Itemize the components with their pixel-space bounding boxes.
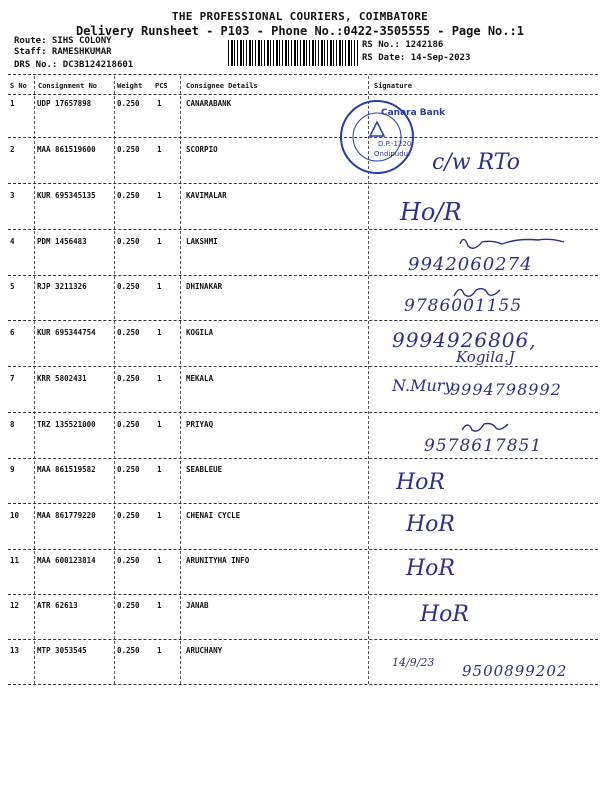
signature-row-13-phone: 9500899202 — [462, 662, 568, 680]
col-header-consignee: Consignee Details — [186, 82, 258, 90]
row-divider — [8, 503, 598, 504]
row-divider — [8, 549, 598, 550]
signature-row-12: HoR — [420, 602, 469, 627]
row-weight: 0.250 — [117, 99, 140, 108]
row-consignment-no: ATR 62613 — [37, 601, 78, 610]
row-weight: 0.250 — [117, 601, 140, 610]
row-consignment-no: KRR 5802431 — [37, 374, 87, 383]
row-divider — [8, 458, 598, 459]
row-consignee: SEABLEUE — [186, 465, 223, 474]
col-sep — [114, 76, 115, 684]
row-consignee: MEKALA — [186, 374, 214, 383]
row-weight: 0.250 — [117, 556, 140, 565]
row-sno: 13 — [10, 646, 20, 655]
row-weight: 0.250 — [117, 328, 140, 337]
row-pcs: 1 — [157, 511, 162, 520]
row-sno: 3 — [10, 191, 15, 200]
row-consignment-no: MAA 861779220 — [37, 511, 96, 520]
row-sno: 2 — [10, 145, 15, 154]
signature-row-6-name: Kogila.J — [456, 348, 515, 366]
signature-row-4-phone: 9942060274 — [408, 254, 533, 275]
signature-row-9: HoR — [396, 470, 445, 495]
bank-stamp — [338, 98, 446, 176]
row-sno: 1 — [10, 99, 15, 108]
row-consignee: ARUCHANY — [186, 646, 223, 655]
rs-date: RS Date: 14-Sep-2023 — [362, 53, 471, 63]
row-consignment-no: MAA 861519600 — [37, 145, 96, 154]
row-weight: 0.250 — [117, 145, 140, 154]
col-header-consignment: Consignment No — [38, 82, 98, 90]
col-sep — [180, 76, 181, 684]
row-pcs: 1 — [157, 465, 162, 474]
row-consignment-no: TRZ 135521000 — [37, 420, 96, 429]
signature-row-8-scribble — [460, 418, 510, 436]
row-consignee: KAVIMALAR — [186, 191, 227, 200]
row-sno: 8 — [10, 420, 15, 429]
row-consignment-no: PDM 1456483 — [37, 237, 87, 246]
signature-row-6-phone: 9994926806, — [392, 328, 537, 352]
row-pcs: 1 — [157, 282, 162, 291]
row-divider — [8, 684, 598, 685]
col-header-sno: S No — [10, 82, 27, 90]
row-consignee: LAKSHMI — [186, 237, 218, 246]
signature-row-8-phone: 9578617851 — [424, 436, 543, 456]
signature-row-7-name: N.Mury — [392, 376, 454, 395]
stamp-bank-name: Canara Bank — [381, 108, 446, 118]
row-consignee: ARUNITYHA INFO — [186, 556, 250, 565]
signature-row-2: c/w RTo — [432, 150, 520, 175]
row-divider — [8, 594, 598, 595]
row-sno: 10 — [10, 511, 20, 520]
header-bottom-line — [8, 94, 598, 95]
signature-row-4-scribble — [458, 232, 568, 254]
row-consignee: JANAB — [186, 601, 209, 610]
signature-row-11: HoR — [406, 556, 455, 581]
row-pcs: 1 — [157, 191, 162, 200]
row-weight: 0.250 — [117, 237, 140, 246]
row-pcs: 1 — [157, 328, 162, 337]
signature-row-5-phone: 9786001155 — [404, 296, 523, 316]
signature-row-13-date: 14/9/23 — [392, 656, 435, 669]
row-divider — [8, 275, 598, 276]
row-pcs: 1 — [157, 374, 162, 383]
route-label: Route: SIHS COLONY — [14, 36, 112, 46]
row-divider — [8, 137, 598, 138]
row-sno: 12 — [10, 601, 20, 610]
col-header-signature: Signature — [374, 82, 412, 90]
row-consignment-no: MTP 3053545 — [37, 646, 87, 655]
row-consignment-no: MAA 600123814 — [37, 556, 96, 565]
row-consignee: SCORPIO — [186, 145, 218, 154]
col-header-weight: Weight — [117, 82, 143, 90]
col-sep — [34, 76, 35, 684]
row-weight: 0.250 — [117, 282, 140, 291]
row-pcs: 1 — [157, 601, 162, 610]
col-header-pcs: PCS — [155, 82, 168, 90]
signature-row-7-phone: 9994798992 — [450, 380, 562, 399]
row-divider — [8, 366, 598, 367]
row-divider — [8, 639, 598, 640]
row-sno: 5 — [10, 282, 15, 291]
row-consignee: KOGILA — [186, 328, 214, 337]
row-divider — [8, 183, 598, 184]
row-pcs: 1 — [157, 237, 162, 246]
row-sno: 4 — [10, 237, 15, 246]
row-pcs: 1 — [157, 145, 162, 154]
barcode — [228, 40, 358, 66]
signature-row-10: HoR — [406, 512, 455, 537]
row-consignment-no: UDP 17657898 — [37, 99, 92, 108]
row-sno: 7 — [10, 374, 15, 383]
rs-number: RS No.: 1242186 — [362, 40, 444, 50]
row-divider — [8, 229, 598, 230]
row-weight: 0.250 — [117, 465, 140, 474]
row-sno: 6 — [10, 328, 15, 337]
row-weight: 0.250 — [117, 191, 140, 200]
row-pcs: 1 — [157, 556, 162, 565]
row-divider — [8, 320, 598, 321]
stamp-place: Ondipudur — [374, 150, 411, 158]
row-consignment-no: MAA 861519582 — [37, 465, 96, 474]
signature-row-3: Ho/R — [400, 198, 462, 226]
row-pcs: 1 — [157, 646, 162, 655]
row-consignment-no: RJP 3211326 — [37, 282, 87, 291]
row-consignee: CHENAI CYCLE — [186, 511, 241, 520]
row-weight: 0.250 — [117, 511, 140, 520]
runsheet-subtitle: Delivery Runsheet - P103 - Phone No.:0422-3505555 - Page No.:1 — [76, 24, 524, 38]
row-weight: 0.250 — [117, 420, 140, 429]
row-consignee: CANARABANK — [186, 99, 232, 108]
row-sno: 11 — [10, 556, 20, 565]
row-pcs: 1 — [157, 99, 162, 108]
drs-number: DRS No.: DC3B124218601 — [14, 60, 134, 70]
header-top-line — [8, 74, 598, 75]
company-title: THE PROFESSIONAL COURIERS, COIMBATORE — [171, 10, 429, 23]
row-sno: 9 — [10, 465, 15, 474]
row-consignee: PRIYAQ — [186, 420, 214, 429]
stamp-dp: D.P.-1220 — [378, 140, 412, 148]
row-divider — [8, 412, 598, 413]
row-consignment-no: KUR 695345135 — [37, 191, 96, 200]
row-consignee: DHINAKAR — [186, 282, 223, 291]
row-pcs: 1 — [157, 420, 162, 429]
row-weight: 0.250 — [117, 374, 140, 383]
staff-label: Staff: RAMESHKUMAR — [14, 47, 112, 57]
row-consignment-no: KUR 695344754 — [37, 328, 96, 337]
row-weight: 0.250 — [117, 646, 140, 655]
